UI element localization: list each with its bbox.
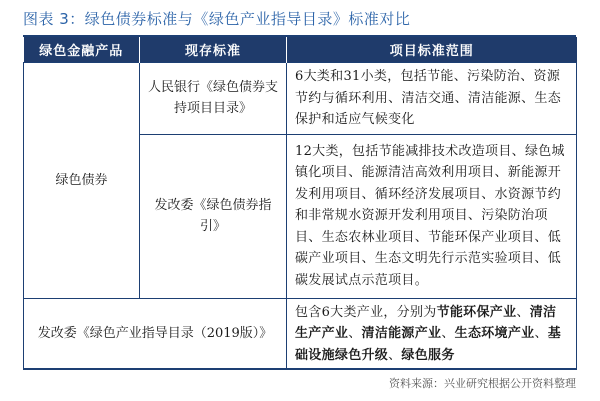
scope-item: 基础设施绿色升级 [295,326,562,363]
scope-cell [287,298,577,370]
scope-separator: 、 [516,304,530,320]
table-row [24,298,577,370]
scope-item: 清洁生产产业 [295,304,557,341]
table-row [24,63,577,135]
standard-cell: 发改委《绿色债券指引》 [140,134,287,298]
figure-title: 图表 3：绿色债券标准与《绿色产业指导目录》标准对比 [23,10,411,28]
bottom-rule [23,368,576,370]
header-product: 绿色金融产品 [24,37,140,63]
scope-item: 节能环保产业 [436,304,517,320]
scope-item: 绿色服务 [401,347,455,363]
scope-separator: 、 [441,326,455,341]
header-standard: 现存标准 [140,37,287,63]
standard-cell: 人民银行《绿色债券支持项目目录》 [140,63,287,135]
scope-cell: 12大类，包括节能减排技术改造项目、绿色城镇化项目、能源清洁高效利用项目、新能源开发利用项目、循环经济发展项目、水资源节约和非常规水资源开发利用项目、污染防治项目、生态农林业项目、节能环保产业项目、低碳产业项目、生态文明先行示范实验项目、低碳发展试点示范项目。 [287,134,577,298]
header-scope: 项目标准范围 [287,37,577,63]
scope-separator: 、 [534,326,548,341]
scope-separator: 、 [348,326,362,341]
scope-item: 生态环境产业 [454,326,535,341]
scope-separator: 、 [388,347,402,363]
scope-cell: 6大类和31小类，包括节能、污染防治、资源节约与循环利用、清洁交通、清洁能源、生态保护和适应气候变化 [287,63,577,135]
source-note: 资料来源：兴业研究根据公开资料整理 [389,377,576,390]
product-cell: 绿色债券 [24,63,140,299]
comparison-table [23,37,577,370]
scope-item: 清洁能源产业 [361,326,442,341]
scope-prefix: 包含6大类产业，分别为 [295,304,437,320]
table-header-row [24,37,577,63]
standard-cell: 发改委《绿色产业指导目录（2019版）》 [24,298,287,370]
